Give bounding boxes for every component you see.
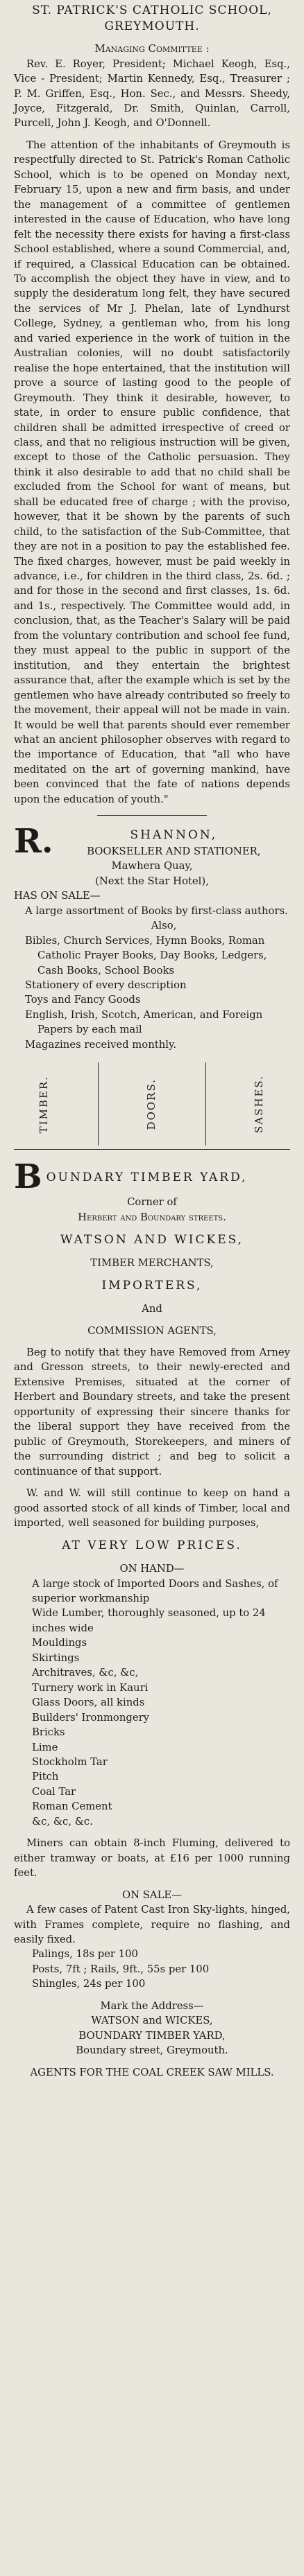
yard-stock-list (14, 1577, 290, 1830)
yard-agents: COMMISSION AGENTS, (87, 1324, 217, 1337)
shannon-address-2: (Next the Star Hotel), (95, 875, 209, 887)
yard-posts: Posts, 7ft ; Rails, 9ft., 55s per 100 (32, 1963, 210, 1975)
spacer (14, 1270, 290, 1277)
list-item: A large stock of Imported Doors and Sashes, of superior workmanship (32, 1577, 278, 1604)
spacer (14, 1338, 290, 1345)
shannon-trade: BOOKSELLER AND STATIONER, (87, 845, 261, 857)
list-item: Magazines received monthly. (25, 1038, 177, 1051)
list-item: Mouldings (32, 1637, 87, 1649)
list-item: Architraves, &c, &c, (32, 1667, 139, 1679)
list-item: Builders' Ironmongery (32, 1711, 150, 1724)
committee-members: Rev. E. Royer, President; Michael Keogh, Esq., Vice - President; Martin Kennedy, Esq., Treasurer ; P. M. Griffen, Esq., Hon. Sec., and Messrs. Sheedy, Joyce, Fitzgerald, Dr. Smith, Quinlan, Carroll, Purcell, John J. Keogh, and O'Donnell. (14, 58, 290, 130)
yard-and: And (142, 1303, 162, 1315)
shannon-dropcap: R. (14, 824, 53, 859)
yard-prices: AT VERY LOW PRICES. (62, 1539, 242, 1553)
banner-divider (205, 1062, 206, 1146)
banner-timber: TIMBER. (37, 1075, 51, 1133)
yard-notice: Beg to notify that they have Removed from Arney and Gresson streets, to their newly-erected and Extensive Premises, situated at the corner of Herbert and Boundary streets, and take the present opportunity of expressing their sincere thanks for the liberal support they have received from the public of Greymouth, Storekeepers, and miners of the surrounding district ; and beg to solicit a continuance of that support. (14, 1347, 290, 1478)
yard-mark-yard: BOUNDARY TIMBER YARD, (78, 2029, 226, 2042)
yard-importers: IMPORTERS, (101, 1279, 203, 1293)
yard-notice-2: W. and W. will still continue to keep on hand a good assorted stock of all kinds of Timber, local and imported, well seasoned for building purposes, (14, 1487, 290, 1529)
list-item: A large assortment of Books by first-class authors. (25, 904, 288, 917)
yard-on-sale: ON SALE— (121, 1889, 183, 1901)
school-place: GREYMOUTH. (104, 19, 200, 33)
yard-miners: Miners can obtain 8-inch Fluming, delivered to either tramway or boats, at £16 per 1000 running feet. (14, 1837, 290, 1880)
spacer (14, 2058, 290, 2065)
spacer (14, 1295, 290, 1302)
school-title: ST. PATRICK'S CATHOLIC SCHOOL, (32, 3, 272, 17)
spacer (14, 1881, 290, 1888)
yard-mark-street: Boundary street, Greymouth. (76, 2044, 228, 2057)
spacer (14, 1249, 290, 1256)
list-item: &c, &c, &c. (32, 1815, 93, 1828)
yard-palings: Palings, 18s per 100 (32, 1948, 138, 1961)
list-item: Toys and Fancy Goods (25, 994, 141, 1006)
list-item: Turnery work in Kauri (32, 1681, 149, 1694)
school-body: The attention of the inhabitants of Greymouth is respectfully directed to St. Patrick's Roman Catholic School, which is to be opened on Monday next, February 15, upon a new and firm basis, and under the management of a committee of gentlemen interested in the cause of Education, who have long felt the necessity there exists for having a first-class School established, where a sound Commercial, and, if required, a Classical Education can be obtained. To accomplish the object they have in view, and to supply the desideratum long felt, they have secured the services of Mr J. Phelan, late of Lyndhurst College, Sydney, a gentleman who, from his long and varied experience in the work of tuition in the Australian colonies, will no doubt satisfactorily realise the hope entertained, that the institution will prove a source of lasting good to the people of Greymouth. They think it desirable, however, to state, in order to ensure public confidence, that children shall be admitted irrespective of creed or class, and that no religious instruction will be given, except to those of the Catholic persuasion. They think it also desirable to add that no child shall be excluded from the School for want of means, but shall be educated free of charge ; with the proviso, however, that it be shown by the parents of such child, to the satisfaction of the Sub-Committee, that they are not in a position to pay the established fee. The fixed charges, however, must be paid weekly in advance, i.e., for children in the third class, 2s. 6d. ; and for those in the second and first classes, 1s. 6d. and 1s., respectively. The Committee would add, in conclusion, that, as the Teacher's Salary will be paid from the voluntary contribution and school fee fund, they must appeal to the public in support of the institution, and they entertain the brightest assurance that, after the example which is set by the gentlemen who have already contributed so freely to the movement, their appeal will not be made in vain. It would be well that parents should ever remember what an ancient philosopher observes with regard to the importance of Education, that "all who have meditated on the art of governing mankind, have been convinced that the fate of nations depends upon the education of youth." (14, 139, 290, 805)
list-item: Wide Lumber, thoroughly seasoned, up to 24 inches wide (32, 1607, 266, 1634)
banner-doors: DOORS. (145, 1078, 158, 1130)
list-item: Lime (32, 1741, 58, 1753)
yard-corner: Corner of (127, 1196, 177, 1209)
shannon-item-list (14, 904, 290, 1053)
divider (97, 815, 207, 816)
list-item: English, Irish, Scotch, American, and Foreign Papers by each mail (25, 1008, 263, 1036)
shannon-name: SHANNON, (130, 828, 218, 843)
newspaper-column (0, 3, 304, 2576)
timber-doors-sashes-banner (14, 1059, 290, 1150)
yard-sale-text: A few cases of Patent Cast Iron Sky-lights, hinged, with Frames complete, require no flashing, and easily fixed. (14, 1904, 290, 1945)
shannon-advertisement (14, 824, 290, 1052)
spacer (14, 1829, 290, 1836)
list-item: Skirtings (32, 1651, 80, 1664)
list-item: Roman Cement (32, 1800, 112, 1813)
yard-firm: WATSON AND WICKES, (60, 1233, 244, 1247)
list-item: Bricks (32, 1726, 65, 1739)
shannon-has-on-sale: HAS ON SALE— (14, 890, 101, 902)
yard-title: OUNDARY TIMBER YARD, (46, 1171, 248, 1185)
yard-mark-firm: WATSON and WICKES, (91, 2015, 213, 2027)
spacer (14, 1992, 290, 1999)
list-item: Stockholm Tar (32, 1755, 108, 1768)
list-item: Pitch (32, 1771, 59, 1783)
banner-divider (98, 1062, 99, 1146)
spacer (14, 131, 290, 138)
shannon-address: Mawhera Quay, (111, 860, 193, 873)
school-advertisement (14, 3, 290, 807)
yard-merchants: TIMBER MERCHANTS, (90, 1257, 214, 1269)
yard-shingles: Shingles, 24s per 100 (32, 1978, 146, 1990)
spacer (14, 1317, 290, 1324)
spacer (14, 1225, 290, 1232)
spacer (14, 1479, 290, 1486)
list-item: Coal Tar (32, 1785, 76, 1798)
list-item: Stationery of every description (25, 979, 187, 991)
committee-heading: Managing Committee : (94, 42, 210, 55)
yard-agents-coal: AGENTS FOR THE COAL CREEK SAW MILLS. (30, 2066, 274, 2078)
timber-yard-advertisement (14, 1159, 290, 2080)
yard-streets: Herbert and Boundary streets. (78, 1211, 226, 1223)
banner-sashes: SASHES. (253, 1075, 266, 1134)
list-item: Bibles, Church Services, Hymn Books, Roman Catholic Prayer Books, Day Books, Ledgers, Cash Books, School Books (25, 934, 267, 976)
yard-on-hand: ON HAND— (119, 1563, 185, 1575)
yard-mark: Mark the Address— (100, 1999, 204, 2012)
list-item: Glass Doors, all kinds (32, 1697, 145, 1709)
list-item: Also, (151, 920, 177, 932)
yard-dropcap: B (14, 1159, 42, 1193)
